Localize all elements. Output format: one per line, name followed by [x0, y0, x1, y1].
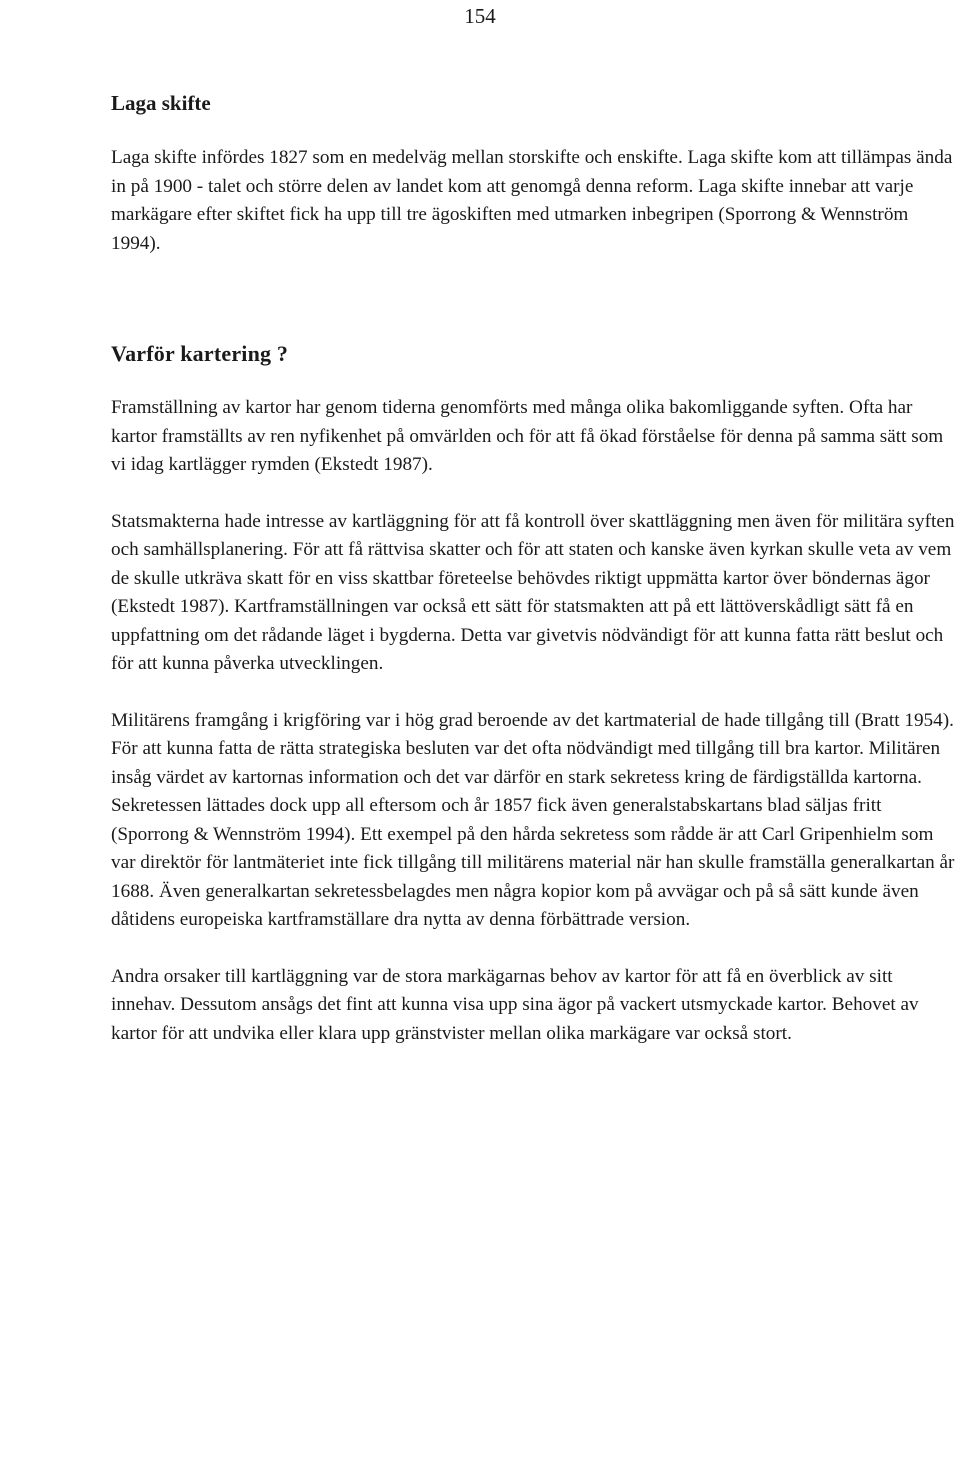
page-body	[111, 88, 960, 1048]
paragraph-framstallning: Framställning av kartor har genom tiderna genomförts med många olika bakomliggande syften. Ofta har kartor framställts av ren nyfikenhet på omvärlden och för att få ökad förståelse för denna på samma sätt som vi idag kartlägger rymden (Ekstedt 1987).	[111, 397, 944, 475]
paragraph-statsmakterna: Statsmakterna hade intresse av kartläggning för att få kontroll över skattläggning men även för militära syften och samhällsplanering. För att få rättvisa skatter och för att staten och kanske även kyrkan skulle veta av vem de skulle utkräva skatt för en viss skattbar företeelse behövdes riktigt uppmätta kartor över böndernas ägor (Ekstedt 1987). Kartframställningen var också ett sätt för statsmakten att på ett lättöverskådligt sätt få en uppfattning om det rådande läget i bygderna. Detta var givetvis nödvändigt för att kunna fatta rätt beslut och för att kunna påverka utvecklingen.	[111, 510, 955, 674]
section-heading-laga-skifte: Laga skifte	[111, 91, 211, 115]
paragraph-laga-skifte: Laga skifte infördes 1827 som en medelväg mellan storskifte och enskifte. Laga skifte kom att tillämpas ända in på 1900 - talet och större delen av landet kom att genomgå denna reform. Laga skifte innebar att varje markägare efter skiftet fick ha upp till tre ägoskiften med utmarken inbegripen (Sporrong & Wennström 1994).	[111, 147, 953, 254]
page-number: 154	[464, 4, 496, 28]
paragraph-andra-orsaker: Andra orsaker till kartläggning var de stora markägarnas behov av kartor för att få en överblick av sitt innehav. Dessutom ansågs det fint att kunna visa upp sina ägor på vackert utsmyckade kartor. Behovet av kartor för att undvika eller klara upp gränstvister mellan olika markägare var också stort.	[111, 965, 919, 1044]
section-heading-varfor-kartering: Varför kartering ?	[111, 341, 289, 366]
paragraph-militarens: Militärens framgång i krigföring var i hög grad beroende av det kartmaterial de hade tillgång till (Bratt 1954). För att kunna fatta de rätta strategiska besluten var det ofta nödvändigt med tillgång till bra kartor. Militären insåg värdet av kartornas information och det var därför en stark sekretess kring de färdigställda kartorna. Sekretessen lättades dock upp all eftersom och år 1857 fick även generalstabskartans blad säljas fritt (Sporrong & Wennström 1994). Ett exempel på den hårda sekretess som rådde är att Carl Gripenhielm som var direktör för lantmäteriet inte fick tillgång till militärens material när han skulle framställa generalkartan år 1688. Även generalkartan sekretessbelagdes men några kopior kom på avvägar och på så sätt kunde även dåtidens europeiska kartframställare dra nytta av denna förbättrade version.	[111, 709, 955, 930]
